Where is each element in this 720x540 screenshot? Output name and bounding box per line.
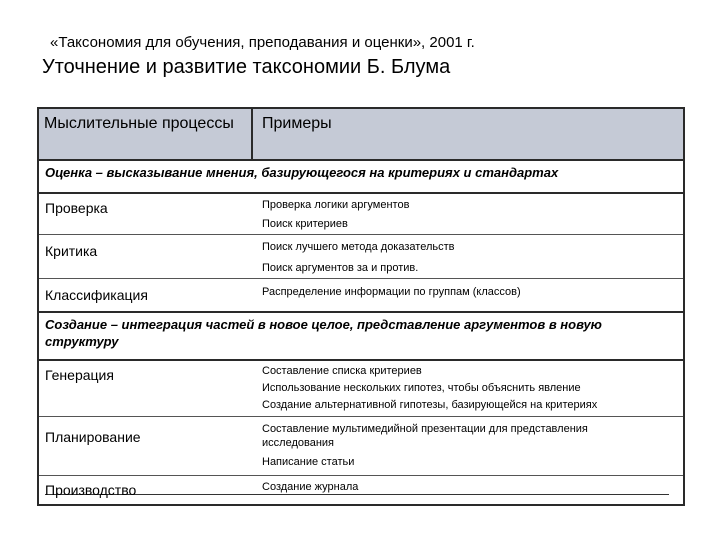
examples-cell xyxy=(253,361,683,416)
table-row xyxy=(39,417,683,476)
examples-cell xyxy=(253,194,683,234)
example-line: Проверка логики аргументов xyxy=(262,199,410,211)
example-line: Составление мультимедийной презентации для представления исследования xyxy=(262,423,588,449)
slide-title: Уточнение и развитие таксономии Б. Блума xyxy=(42,56,451,78)
table-header-row xyxy=(39,109,683,161)
process-cell: Проверка xyxy=(45,200,108,216)
example-line: Написание статьи xyxy=(262,456,355,468)
example-line: Распределение информации по группам (классов) xyxy=(262,286,521,298)
examples-cell xyxy=(253,235,683,278)
process-cell: Планирование xyxy=(45,429,141,445)
table-row xyxy=(39,476,683,504)
example-line: Поиск аргументов за и против. xyxy=(262,262,419,274)
table-row xyxy=(39,361,683,417)
examples-cell xyxy=(253,279,683,311)
example-line: Использование нескольких гипотез, чтобы объяснить явление xyxy=(262,382,581,394)
example-line: Составление списка критериев xyxy=(262,365,422,377)
example-line: Создание журнала xyxy=(262,481,359,493)
section-creation: Создание – интеграция частей в новое целое, представление аргументов в новую структуру xyxy=(39,313,683,361)
example-line: Поиск критериев xyxy=(262,218,348,230)
examples-cell xyxy=(253,476,683,504)
process-cell: Критика xyxy=(45,243,98,259)
taxonomy-table xyxy=(37,107,685,506)
section-evaluation: Оценка – высказывание мнения, базирующегося на критериях и стандартах xyxy=(39,161,683,194)
header-processes: Мыслительные процессы xyxy=(39,109,253,159)
process-cell: Классификация xyxy=(45,287,148,303)
table-row xyxy=(39,194,683,235)
example-line: Создание альтернативной гипотезы, базирующейся на критериях xyxy=(262,399,598,411)
table-row xyxy=(39,279,683,313)
example-line: Поиск лучшего метода доказательств xyxy=(262,241,455,253)
header-examples: Примеры xyxy=(262,115,332,132)
table-row xyxy=(39,235,683,279)
examples-cell xyxy=(253,417,683,475)
process-cell: Генерация xyxy=(45,367,114,383)
slide-subtitle: «Таксономия для обучения, преподавания и оценки», 2001 г. xyxy=(50,34,475,51)
process-cell: Производство xyxy=(45,482,137,498)
